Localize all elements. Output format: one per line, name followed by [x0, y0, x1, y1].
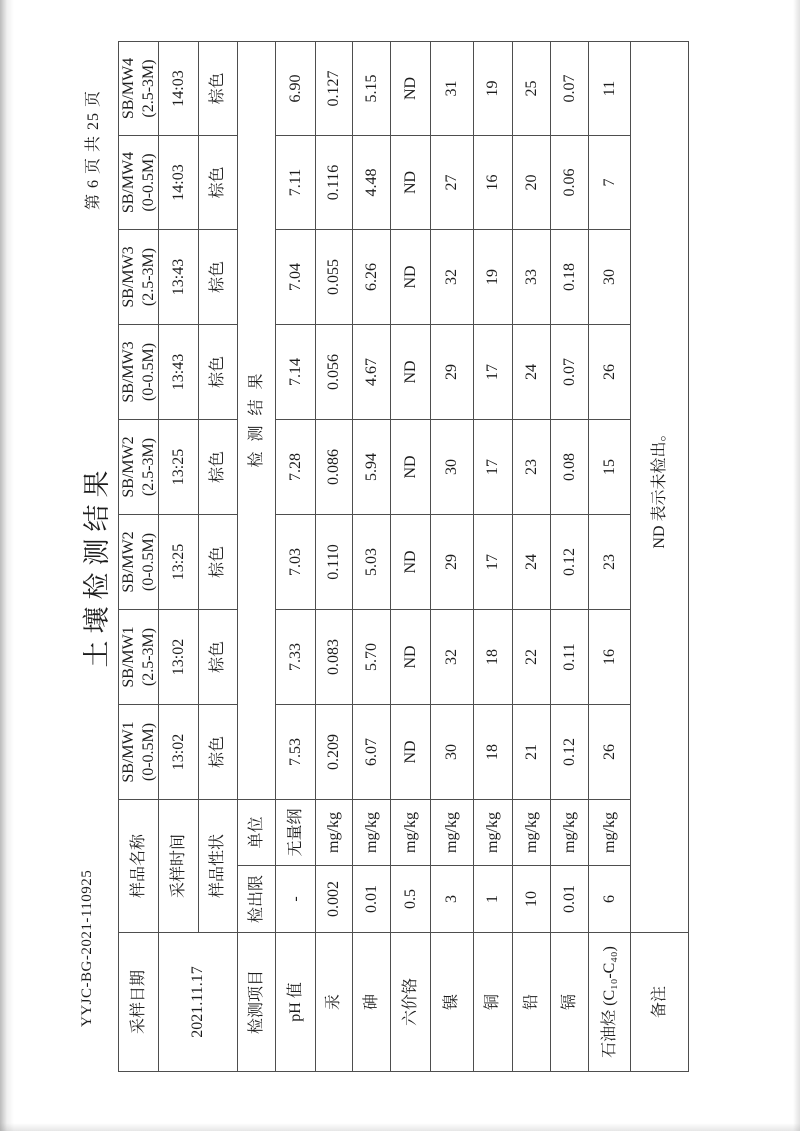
table-row	[513, 41, 551, 1071]
value-cell: 15	[589, 419, 631, 514]
label-detection-limit: 检出限	[238, 866, 276, 933]
value-cell: 0.07	[551, 41, 589, 135]
time-cell: 13:02	[159, 704, 199, 799]
value-cell: 18	[474, 704, 513, 799]
detection-limit-cell: 0.5	[391, 866, 431, 933]
label-unit: 单位	[238, 799, 276, 865]
value-cell: 22	[513, 609, 551, 704]
row-label: 砷	[353, 933, 391, 1072]
value-cell: 0.116	[316, 135, 353, 229]
value-cell: 25	[513, 41, 551, 135]
value-cell: ND	[391, 324, 431, 419]
value-cell: 30	[589, 229, 631, 324]
unit-cell: mg/kg	[589, 799, 631, 865]
value-cell: 0.12	[551, 514, 589, 609]
time-cell: 13:43	[159, 324, 199, 419]
value-cell: 0.209	[316, 704, 353, 799]
table-row	[589, 41, 631, 1071]
value-cell: 19	[474, 229, 513, 324]
row-label: 六价铬	[391, 933, 431, 1072]
sample-name: SB/MW4	[120, 151, 138, 214]
report-number: YYJC-BG-2021-110925	[79, 869, 95, 1027]
table-row	[391, 41, 431, 1071]
value-cell: 23	[513, 419, 551, 514]
value-cell: 32	[431, 609, 474, 704]
time-cell: 13:43	[159, 229, 199, 324]
sample-name: SB/MW3	[120, 246, 138, 308]
label-sample-name: 样品名称	[119, 799, 159, 932]
character-cell: 棕色	[199, 229, 238, 324]
value-cell: 24	[513, 324, 551, 419]
character-cell: 棕色	[199, 41, 238, 135]
sample-header	[119, 609, 159, 704]
unit-cell: mg/kg	[551, 799, 589, 865]
scan-shadow-left	[0, 0, 14, 1131]
unit-cell: mg/kg	[431, 799, 474, 865]
value-cell: 29	[431, 514, 474, 609]
label-test-item: 检测项目	[238, 933, 276, 1072]
value-cell: 5.70	[353, 609, 391, 704]
value-cell: 7.03	[276, 514, 316, 609]
value-cell: 0.083	[316, 609, 353, 704]
value-cell: 7.28	[276, 419, 316, 514]
label-remark: 备注	[631, 933, 689, 1072]
sample-depth: (2.5-3M)	[139, 59, 157, 118]
value-cell: 16	[589, 609, 631, 704]
value-cell: 19	[474, 41, 513, 135]
sample-depth: (2.5-3M)	[139, 627, 157, 687]
value-cell: 0.12	[551, 704, 589, 799]
sample-name: SB/MW2	[120, 436, 138, 498]
value-cell: 21	[513, 704, 551, 799]
table-row	[316, 41, 353, 1071]
value-cell: 5.03	[353, 514, 391, 609]
value-cell: 7	[589, 135, 631, 229]
value-cell: 0.127	[316, 41, 353, 135]
sample-depth: (0-0.5M)	[139, 342, 157, 402]
table-row	[276, 41, 316, 1071]
value-cell: 0.056	[316, 324, 353, 419]
unit-cell: mg/kg	[391, 799, 431, 865]
value-cell: 31	[431, 41, 474, 135]
sample-name: SB/MW4	[120, 57, 138, 120]
sample-header	[119, 135, 159, 229]
value-cell: 6.26	[353, 229, 391, 324]
value-cell: 4.67	[353, 324, 391, 419]
value-cell: ND	[391, 229, 431, 324]
value-cell: 6.07	[353, 704, 391, 799]
detection-limit-cell: 3	[431, 866, 474, 933]
sample-header	[119, 41, 159, 135]
time-cell: 14:03	[159, 41, 199, 135]
value-cell: 20	[513, 135, 551, 229]
table-row	[353, 41, 391, 1071]
detection-limit-cell: -	[276, 866, 316, 933]
sample-header	[119, 704, 159, 799]
row-label: 铜	[474, 933, 513, 1072]
table-row	[551, 41, 589, 1071]
detection-limit-cell: 10	[513, 866, 551, 933]
unit-cell: mg/kg	[474, 799, 513, 865]
page-title: 土壤检测结果	[82, 463, 112, 668]
value-cell: 0.086	[316, 419, 353, 514]
time-cell: 13:25	[159, 419, 199, 514]
remark-text-cell: ND 表示未检出。	[631, 41, 689, 932]
value-cell: 33	[513, 229, 551, 324]
character-cell: 棕色	[199, 514, 238, 609]
value-cell: 0.055	[316, 229, 353, 324]
label-sampling-time: 采样时间	[159, 799, 199, 932]
value-cell: 7.11	[276, 135, 316, 229]
row-label: pH 值	[276, 933, 316, 1072]
sample-header	[119, 229, 159, 324]
detection-limit-cell: 0.01	[551, 866, 589, 933]
detection-limit-cell: 0.002	[316, 866, 353, 933]
character-cell: 棕色	[199, 324, 238, 419]
row-label: 汞	[316, 933, 353, 1072]
label-sampling-date: 采样日期	[119, 933, 159, 1072]
character-cell: 棕色	[199, 704, 238, 799]
time-cell: 13:25	[159, 514, 199, 609]
value-cell: 7.53	[276, 704, 316, 799]
value-cell: 17	[474, 514, 513, 609]
value-cell: 17	[474, 419, 513, 514]
value-cell: 0.08	[551, 419, 589, 514]
row-label: 石油烃 (C₁₀-C₄₀)	[589, 933, 631, 1072]
unit-cell: 无量纲	[276, 799, 316, 865]
value-cell: ND	[391, 419, 431, 514]
row-label: 镍	[431, 933, 474, 1072]
sample-depth: (0-0.5M)	[139, 532, 157, 592]
value-cell: 16	[474, 135, 513, 229]
unit-cell: mg/kg	[316, 799, 353, 865]
value-cell: ND	[391, 609, 431, 704]
detection-limit-cell: 1	[474, 866, 513, 933]
results-table	[118, 41, 689, 1072]
value-cell: 30	[431, 704, 474, 799]
value-cell: 23	[589, 514, 631, 609]
table-row	[474, 41, 513, 1071]
value-cell: ND	[391, 135, 431, 229]
character-cell: 棕色	[199, 135, 238, 229]
page-indicator: 第 6 页 共 25 页	[85, 89, 102, 210]
sample-name: SB/MW1	[120, 721, 138, 783]
character-cell: 棕色	[199, 609, 238, 704]
value-cell: 6.90	[276, 41, 316, 135]
character-cell: 棕色	[199, 419, 238, 514]
scan-shadow-bottom	[0, 1123, 800, 1131]
value-cell: 7.14	[276, 324, 316, 419]
value-cell: 7.04	[276, 229, 316, 324]
value-cell: 0.11	[551, 609, 589, 704]
row-label: 铅	[513, 933, 551, 1072]
value-cell: ND	[391, 704, 431, 799]
table-row-results-header	[238, 41, 276, 1071]
table-row-remark	[631, 41, 689, 1071]
value-cell: ND	[391, 514, 431, 609]
sample-header	[119, 514, 159, 609]
value-cell: 26	[589, 704, 631, 799]
sample-name: SB/MW1	[120, 626, 138, 688]
value-cell: 5.94	[353, 419, 391, 514]
value-cell: 5.15	[353, 41, 391, 135]
value-cell: 4.48	[353, 135, 391, 229]
sample-name: SB/MW2	[120, 531, 138, 593]
value-cell: 0.18	[551, 229, 589, 324]
value-cell: 18	[474, 609, 513, 704]
value-cell: 0.110	[316, 514, 353, 609]
sample-name: SB/MW3	[120, 341, 138, 403]
row-label: 镉	[551, 933, 589, 1072]
scan-shadow-right	[793, 0, 800, 1131]
unit-cell: mg/kg	[353, 799, 391, 865]
detection-limit-cell: 0.01	[353, 866, 391, 933]
unit-cell: mg/kg	[513, 799, 551, 865]
detection-limit-cell: 6	[589, 866, 631, 933]
value-cell: 0.07	[551, 324, 589, 419]
value-cell: 27	[431, 135, 474, 229]
sample-header	[119, 324, 159, 419]
value-cell: 32	[431, 229, 474, 324]
results-section-header: 检测结果	[238, 41, 276, 799]
time-cell: 14:03	[159, 135, 199, 229]
value-cell: 30	[431, 419, 474, 514]
sample-depth: (0-0.5M)	[139, 153, 157, 212]
value-cell: ND	[391, 41, 431, 135]
sampling-date-value: 2021.11.17	[159, 933, 238, 1072]
value-cell: 24	[513, 514, 551, 609]
table-row-sample-names	[119, 41, 159, 1071]
label-sample-character: 样品性状	[199, 799, 238, 932]
sample-depth: (0-0.5M)	[139, 722, 157, 782]
table-row-sample-character	[199, 41, 238, 1071]
value-cell: 29	[431, 324, 474, 419]
sample-depth: (2.5-3M)	[139, 247, 157, 307]
table-row-sampling-time	[159, 41, 199, 1071]
value-cell: 17	[474, 324, 513, 419]
value-cell: 11	[589, 41, 631, 135]
table-row	[431, 41, 474, 1071]
value-cell: 0.06	[551, 135, 589, 229]
value-cell: 7.33	[276, 609, 316, 704]
value-cell: 26	[589, 324, 631, 419]
sample-depth: (2.5-3M)	[139, 437, 157, 497]
sample-header	[119, 419, 159, 514]
time-cell: 13:02	[159, 609, 199, 704]
